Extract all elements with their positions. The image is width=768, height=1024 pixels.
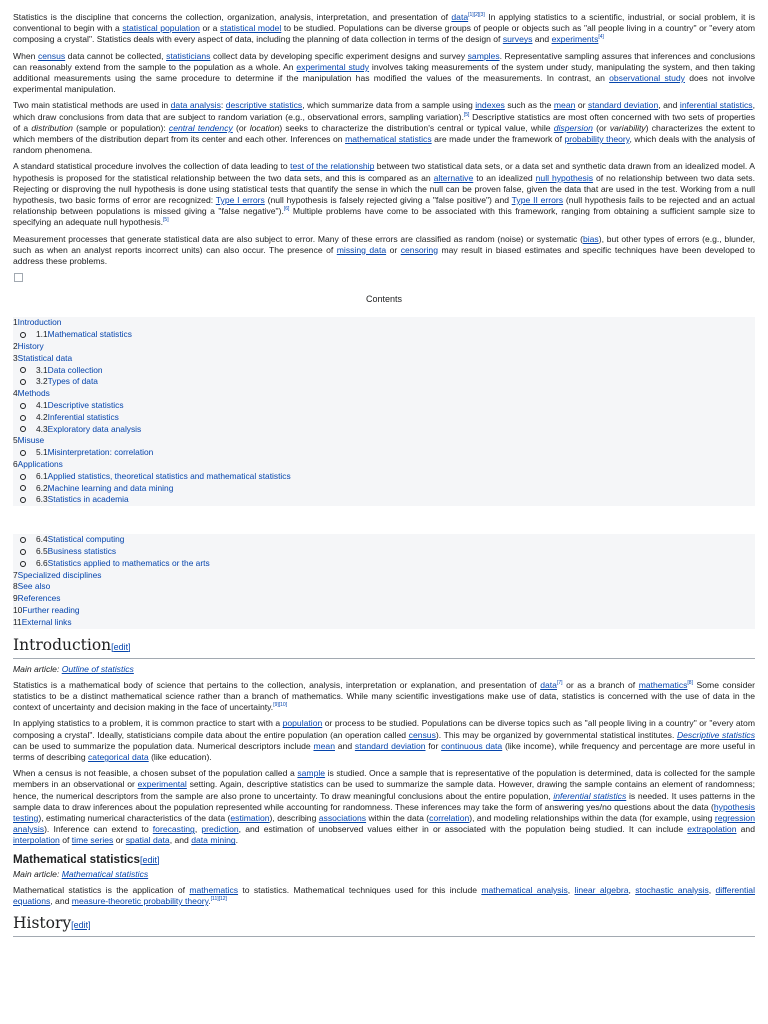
toc-item[interactable] [13, 341, 755, 353]
inline-link[interactable]: stochastic analysis [635, 884, 709, 895]
bullet-icon [20, 561, 26, 567]
hatnote [13, 664, 755, 675]
italic-text: variability [609, 122, 646, 133]
inline-link[interactable]: inferential statistics [679, 100, 753, 111]
toc-link[interactable]: Types of data [47, 376, 98, 387]
toc-item[interactable] [13, 534, 755, 546]
toc-number: 2 [13, 341, 18, 352]
toc-item[interactable] [13, 388, 755, 400]
inline-link[interactable]: statistical population [122, 23, 200, 34]
inline-link[interactable]: central tendency [168, 122, 233, 133]
text-run: to be studied. Populations can be diverse groups of people or objects such as "all people living in a country" or "every atom composing a crystal". Statistics deals with every aspect of data, including the planning of data collection in terms of the design of [13, 23, 756, 45]
toc-link[interactable]: Mathematical statistics [47, 329, 132, 340]
text-run: Mathematical statistics is the application of [13, 884, 190, 895]
toc-toggle-checkbox[interactable] [14, 273, 23, 282]
inline-link[interactable]: statistical model [220, 23, 282, 34]
toc-number: 4.1 [36, 400, 48, 411]
paragraph [13, 680, 755, 714]
heading-text: History [13, 914, 72, 933]
text-run: does not involve experimental manipulation. [13, 73, 755, 95]
toc-number: 5 [13, 435, 18, 446]
inline-link[interactable]: census [37, 50, 66, 61]
table-of-contents [13, 294, 755, 628]
text-run: . [235, 835, 239, 846]
bullet-icon [20, 474, 26, 480]
toc-number: 4.2 [36, 411, 48, 422]
text-run: , and [658, 100, 680, 111]
toc-link[interactable]: Statistics in academia [47, 494, 129, 505]
toc-link[interactable]: Inferential statistics [47, 411, 119, 422]
toc-link[interactable]: Exploratory data analysis [47, 423, 142, 434]
toc-item[interactable] [13, 447, 755, 459]
inline-link[interactable]: mathematics [638, 679, 688, 690]
hatnote-prefix: Main article: [13, 663, 62, 674]
text-run: between two statistical data sets, or a data set and synthetic data drawn from an idealized model. A hypothesis is proposed for the statistical relationship between the two data sets, and this is compared as an [13, 161, 755, 183]
toc-item[interactable] [13, 593, 755, 605]
text-run: (like education). [148, 752, 212, 763]
inline-link[interactable]: samples [467, 50, 500, 61]
toc-number: 9 [13, 593, 18, 604]
toc-link[interactable]: Applied statistics, theoretical statistics and mathematical statistics [47, 470, 291, 481]
text-run: or [386, 244, 401, 255]
text-run: (or [592, 122, 610, 133]
text-run: , and [50, 896, 72, 907]
bullet-icon [20, 332, 26, 338]
inline-link[interactable]: correlation [429, 813, 470, 824]
inline-link[interactable]: test of the relationship [290, 161, 375, 172]
paragraph [13, 885, 755, 907]
text-run: A standard statistical procedure involves the collection of data leading to [13, 161, 291, 172]
toc-number: 6.6 [36, 557, 48, 568]
citation-superscript[interactable]: [4] [598, 34, 604, 41]
text-run: involves taking measurements of the system under study, manipulating the system, and then taking additional measurements using the same procedure to determine if the manipulation has modified the values of the measurements. In contrast, an [13, 61, 755, 84]
toc-link[interactable]: External links [21, 616, 72, 627]
inline-link[interactable]: mathematics [189, 884, 239, 895]
text-run: . Representative sampling assures that inferences and conclusions can reasonably extend from the sample to the population as a whole. An [13, 50, 755, 72]
toc-link[interactable]: Statistical data [17, 352, 73, 363]
toc-list-a [13, 317, 755, 506]
toc-item[interactable] [13, 365, 755, 377]
toc-link[interactable]: References [17, 593, 61, 604]
bullet-icon [20, 403, 26, 409]
inline-link[interactable]: indexes [475, 100, 505, 111]
citation-superscript[interactable]: [6] [283, 206, 290, 213]
toc-link[interactable]: Statistics applied to mathematics or the arts [47, 557, 210, 568]
toc-link[interactable]: See also [17, 581, 51, 592]
text-run: and [334, 740, 355, 751]
edit-link[interactable]: [edit] [111, 641, 131, 652]
inline-link[interactable]: standard deviation [587, 100, 659, 111]
text-run: within the data ( [366, 813, 430, 824]
inline-link[interactable]: population [282, 718, 323, 729]
toc-number: 1.1 [36, 329, 48, 340]
toc-number: 3 [13, 352, 18, 363]
inline-link[interactable]: continuous data [441, 740, 503, 751]
inline-link[interactable]: data [540, 679, 557, 690]
heading-text: Introduction [13, 635, 112, 654]
toc-item[interactable] [13, 546, 755, 558]
text-run: In applying statistics to a problem, it is common practice to start with a [13, 718, 283, 729]
lead-paragraph [13, 51, 755, 96]
toc-item[interactable] [13, 329, 755, 341]
text-run: . [208, 896, 211, 907]
toc-link[interactable]: History [17, 341, 44, 352]
inline-link[interactable]: mathematical analysis [481, 884, 568, 895]
text-run: Some consider statistics to be a distinct mathematical science rather than a branch of mathematics. While many scientific investigations make use of data, statistics is concerned with the use of data in the context of uncertainty and decision making in the face of uncertainty. [13, 679, 755, 713]
inline-link[interactable]: experiments [551, 34, 599, 45]
inline-link[interactable]: descriptive statistics [225, 100, 303, 111]
hatnote-prefix: Main article: [13, 868, 62, 879]
toc-number: 1 [13, 317, 18, 328]
inline-link[interactable]: categorical data [88, 752, 149, 763]
inline-link[interactable]: data [451, 12, 469, 22]
toc-item[interactable] [13, 483, 755, 495]
inline-link[interactable]: estimation [230, 813, 270, 824]
text-run: ), estimating numerical characteristics of the data ( [38, 813, 231, 824]
section-heading-mathematical-statistics [13, 852, 755, 868]
text-run: and [532, 34, 552, 45]
inline-link[interactable]: prediction [201, 824, 239, 835]
italic-text: distribution [31, 122, 73, 133]
inline-link[interactable]: spatial data [125, 835, 170, 846]
toc-item[interactable] [13, 570, 755, 582]
text-run: (or [232, 122, 250, 133]
toc-number: 11 [13, 616, 22, 627]
inline-link[interactable]: Type II errors [511, 195, 564, 206]
text-run: Two main statistical methods are used in [13, 100, 171, 111]
toc-number: 6.3 [36, 494, 48, 505]
text-run: , which summarize data from a sample using [302, 100, 476, 111]
toc-gap [13, 506, 755, 534]
inline-link[interactable]: missing data [336, 244, 387, 255]
text-run: When [13, 50, 38, 61]
inline-link[interactable]: bias [582, 233, 599, 244]
section-heading-introduction [13, 635, 755, 659]
text-run: ), but other types of errors (e.g., blunder, such as when an analyst reports incorrect units) can also occur. The presence of [13, 233, 755, 255]
text-run: In applying statistics to a scientific, industrial, or social problem, it is conventional to begin with a [13, 12, 755, 34]
toc-item[interactable] [13, 581, 755, 593]
inline-link[interactable]: null hypothesis [535, 172, 594, 183]
toc-number: 6.5 [36, 546, 48, 557]
text-run: ). Inference can extend to [44, 824, 153, 835]
toc-item[interactable] [13, 317, 755, 329]
edit-link[interactable]: [edit] [71, 920, 91, 931]
toc-link[interactable]: Applications [17, 459, 63, 470]
toc-number: 4.3 [36, 423, 48, 434]
toc-item[interactable] [13, 435, 755, 447]
text-run: (like income), while frequency and percentage are more useful in terms of describing [13, 740, 755, 763]
inline-link[interactable]: alternative [433, 172, 474, 183]
inline-link[interactable]: experimental study [296, 61, 370, 72]
toc-number: 5.1 [36, 447, 48, 458]
text-run: , [708, 884, 716, 895]
text-run: , [628, 884, 636, 895]
toc-item[interactable] [13, 376, 755, 388]
text-run: such as the [504, 100, 554, 111]
lead-paragraph [13, 161, 755, 228]
text-run: : [220, 100, 226, 111]
inline-link[interactable]: census [408, 729, 436, 740]
toc-number: 7 [13, 569, 18, 580]
text-run: for [425, 740, 442, 751]
text-run: Descriptive statistics are most often concerned with two sets of properties of a [13, 111, 755, 133]
text-run: , which draw conclusions from data that are subject to random variation (e.g., observational errors, sampling variation). [13, 100, 755, 122]
heading-text: Mathematical statistics [13, 852, 140, 866]
text-run: ) seeks to characterize the distribution's central or typical value, while [279, 122, 554, 133]
toc-link[interactable]: Specialized disciplines [17, 569, 102, 580]
toc-link[interactable]: Statistical computing [47, 534, 125, 545]
toc-item[interactable] [13, 424, 755, 436]
toc-item[interactable] [13, 400, 755, 412]
inline-link[interactable]: statisticians [166, 50, 211, 61]
inline-link[interactable]: differential equations [13, 884, 755, 907]
text-run: or as a branch of [562, 679, 639, 690]
inline-link[interactable]: observational study [609, 73, 685, 84]
text-run: Statistics is a mathematical body of science that pertains to the collection, analysis, interpretation or explanation, and presentation of [13, 679, 541, 690]
toc-number: 6.4 [36, 534, 48, 545]
toc-link[interactable]: Introduction [17, 317, 62, 328]
text-run: or [113, 835, 126, 846]
bullet-icon [20, 426, 26, 432]
inline-link[interactable]: extrapolation [687, 824, 737, 835]
toc-number: 4 [13, 388, 18, 399]
text-run: , [567, 884, 575, 895]
citation-superscript[interactable]: [1][2][3] [468, 12, 485, 19]
inline-link[interactable]: linear algebra [574, 884, 629, 895]
text-run: Measurement processes that generate statistical data are also subject to error. Many of these errors are classified as random (noise) or systematic ( [13, 233, 583, 244]
inline-link[interactable]: experimental [137, 779, 187, 790]
text-run: (sample or population): [72, 122, 169, 133]
text-run: of [59, 835, 72, 846]
bullet-icon [20, 497, 26, 503]
toc-link[interactable]: Further reading [22, 605, 80, 615]
toc-link[interactable]: Misuse [17, 435, 45, 446]
toc-item[interactable] [13, 471, 755, 483]
toc-number: 6.2 [36, 482, 48, 493]
inline-link[interactable]: dispersion [553, 122, 593, 133]
text-run: Statistics is the discipline that concerns the collection, organization, analysis, interpretation, and presentation of [13, 12, 452, 22]
toc-number: 10 [13, 605, 23, 615]
text-run: , [194, 824, 202, 835]
inline-link[interactable]: probability theory [564, 134, 630, 145]
inline-link[interactable]: mathematical statistics [345, 134, 432, 145]
bullet-icon [20, 485, 26, 491]
inline-link[interactable]: Type I errors [215, 195, 265, 206]
text-run: or a [199, 23, 221, 34]
text-run: may result in biased estimates and specific techniques have been developed to address these problems. [13, 244, 755, 267]
inline-link[interactable]: Descriptive statistics [676, 729, 755, 740]
toc-list-b [13, 534, 755, 628]
hatnote-link[interactable]: Outline of statistics [61, 663, 134, 674]
lead-paragraph [13, 100, 755, 156]
text-run: ), and modeling relationships within the data (for example, using [469, 813, 715, 824]
lead-paragraph [13, 234, 755, 268]
toc-link[interactable]: Data collection [47, 364, 103, 375]
text-run: ), describing [269, 813, 319, 824]
inline-link[interactable]: data analysis [170, 100, 221, 111]
toc-item[interactable] [13, 412, 755, 424]
inline-link[interactable]: inferential statistics [553, 790, 627, 801]
toc-item[interactable] [13, 558, 755, 570]
citation-superscript[interactable]: [5] [163, 217, 169, 224]
toc-item[interactable] [13, 459, 755, 471]
edit-link[interactable]: [edit] [139, 854, 160, 865]
inline-link[interactable]: censoring [400, 244, 438, 255]
text-run: to an idealized [473, 172, 536, 183]
inline-link[interactable]: measure-theoretic probability theory [71, 896, 209, 907]
inline-link[interactable]: data mining [191, 835, 236, 846]
paragraph [13, 768, 755, 846]
text-run: Multiple problems have come to be associated with this framework, ranging from obtaining a sufficient sample size to specifying an adequate null hypothesis. [13, 206, 756, 228]
italic-text: location [249, 122, 280, 133]
text-run: When a census is not feasible, a chosen subset of the population called a [13, 768, 298, 779]
citation-superscript[interactable]: [8] [687, 679, 693, 686]
hatnote [13, 869, 755, 880]
bullet-icon [20, 450, 26, 456]
text-run: ). This may be organized by governmental statistical institutes. [435, 729, 677, 740]
toc-link[interactable]: Methods [17, 388, 50, 399]
toc-item[interactable] [13, 617, 755, 629]
toc-title: Contents [365, 294, 403, 305]
text-run: setting. Again, descriptive statistics can be used to summarize the sample data. However, drawing the sample contains an element of randomness; hence, the numerical descriptors from the sample are also prone to uncertainty. To draw meaningful conclusions about the entire population, [13, 779, 755, 801]
inline-link[interactable]: standard deviation [354, 740, 426, 751]
inline-link[interactable]: mean [553, 100, 576, 111]
text-run: , and [169, 835, 192, 846]
toc-item[interactable] [13, 605, 755, 617]
text-run: or [575, 100, 588, 111]
citation-superscript[interactable]: [9][10] [273, 702, 288, 709]
text-run: or process to be studied. Populations can be diverse topics such as "all people living in a country" or "every atom composing a crystal". Ideally, statisticians compile data about the entire population (an operation called [13, 718, 755, 740]
inline-link[interactable]: sample [297, 768, 326, 779]
text-run: (null hypothesis is falsely rejected giving a "false positive") and [264, 195, 512, 206]
citation-superscript[interactable]: [7] [556, 679, 563, 686]
text-run: is studied. Once a sample that is representative of the population is determined, data is collected for the sample members in an observational or [13, 768, 755, 790]
text-run: of no relationship between two data sets. Rejecting or disproving the null hypothesis is done using statistical tests that quantify the sense in which the null can be proven false, given the data that are used in the test. Working from a null hypothesis, two basic forms of error are recognized: [13, 172, 755, 206]
bullet-icon [20, 367, 26, 373]
inline-link[interactable]: interpolation [13, 835, 60, 846]
toc-number: 3.2 [36, 376, 48, 387]
citation-superscript[interactable]: [5] [463, 111, 470, 118]
inline-link[interactable]: surveys [502, 34, 533, 45]
paragraph [13, 718, 755, 763]
toc-number: 6.1 [36, 470, 48, 481]
text-run: data cannot be collected, [65, 50, 167, 61]
citation-superscript[interactable]: [11][12] [210, 896, 227, 903]
inline-link[interactable]: time series [71, 835, 114, 846]
text-run: (null hypothesis fails to be rejected and an actual relationship between populations is missed giving a "false negative"). [13, 195, 755, 217]
text-run: collect data by developing specific experiment designs and survey [210, 50, 468, 61]
bullet-icon [20, 415, 26, 421]
toc-item[interactable] [13, 494, 755, 506]
toc-number: 8 [13, 581, 18, 592]
inline-link[interactable]: forecasting [152, 824, 195, 835]
text-run: are made under the framework of [431, 134, 565, 145]
inline-link[interactable]: hypothesis testing [13, 801, 755, 824]
text-run: is needed. It uses patterns in the sample data to draw inferences about the population represented while accounting for randomness. These inferences may take the form of answering yes/no questions about the data ( [13, 790, 755, 812]
inline-link[interactable]: mean [313, 740, 335, 751]
inline-link[interactable]: associations [318, 813, 367, 824]
bullet-icon [20, 549, 26, 555]
hatnote-link[interactable]: Mathematical statistics [61, 868, 149, 879]
toc-link[interactable]: Business statistics [47, 546, 117, 557]
bullet-icon [20, 379, 26, 385]
toc-number: 3.1 [36, 364, 48, 375]
toc-item[interactable] [13, 353, 755, 365]
bullet-icon [20, 537, 26, 543]
text-run: , and estimation of unobserved values either in or associated with the population being studied. It can include [238, 824, 688, 835]
toc-link[interactable]: Misinterpretation: correlation [47, 447, 154, 458]
text-run: to statistics. Mathematical techniques used for this include [238, 884, 482, 895]
text-run: , which deals with the analysis of random phenomena. [13, 134, 755, 156]
toc-number: 6 [13, 459, 18, 470]
section-heading-history [13, 913, 755, 937]
toc-link[interactable]: Descriptive statistics [47, 400, 124, 411]
text-run: can be used to summarize the population data. Numerical descriptors include [13, 740, 314, 751]
text-run: and [736, 824, 755, 835]
lead-paragraph [13, 12, 755, 46]
toc-link[interactable]: Machine learning and data mining [47, 482, 174, 493]
text-run: ) characterizes the extent to which members of the distribution depart from its center and each other. Inferences on [13, 122, 756, 145]
inline-link[interactable]: regression analysis [13, 813, 755, 835]
